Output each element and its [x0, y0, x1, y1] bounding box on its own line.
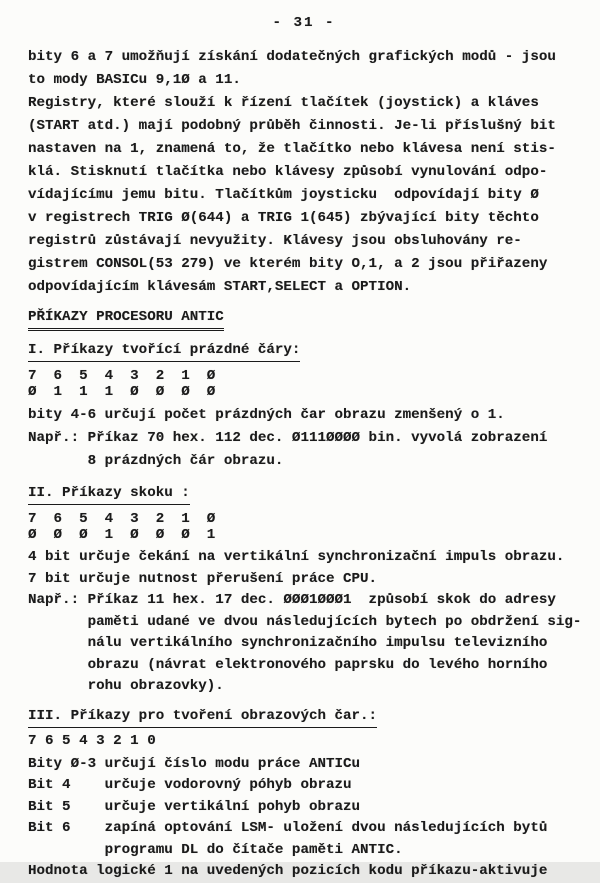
- section-body: [28, 404, 580, 473]
- intro-line: odpovídajícím klávesám START,SELECT a OPTION.: [28, 279, 412, 295]
- body-line: Bit 5 určuje vertikální pohyb obrazu: [28, 798, 361, 815]
- intro-line: registrů zůstávají nevyužity. Klávesy jsou obsluhovány re-: [28, 233, 522, 249]
- body-line: nálu vertikálního synchronizačního impulsu televizního: [28, 635, 548, 651]
- body-line: bity 4-6 určují počet prázdných čar obrazu zmenšený o 1.: [28, 407, 505, 423]
- bit-table: [28, 733, 580, 749]
- bit-position-row: 7 6 5 4 3 2 1 Ø: [28, 368, 216, 384]
- intro-line: Registry, které slouží k řízení tlačítek (joystick) a kláves: [28, 95, 539, 111]
- intro-line: bity 6 a 7 umožňují získání dodatečných grafických modů - jsou: [28, 49, 556, 65]
- intro-line: vídajícímu jemu bitu. Tlačítkům joysticku odpovídají bity Ø: [28, 187, 539, 203]
- section-heading: [28, 340, 580, 362]
- section-body: [28, 547, 580, 698]
- body-line: Bit 4 určuje vodorovný póhyb obrazu: [28, 777, 352, 793]
- chapter-heading: [28, 307, 580, 331]
- section-heading: [28, 706, 580, 728]
- body-line: rohu obrazovky).: [28, 678, 224, 694]
- intro-line: (START atd.) mají podobný průběh činnosti. Je-li příslušný bit: [28, 118, 556, 134]
- bit-value-row: Ø 1 1 1 Ø Ø Ø Ø: [28, 384, 216, 400]
- bit-table: [28, 368, 580, 400]
- intro-paragraph: [28, 46, 580, 299]
- intro-line: v registrech TRIG Ø(644) a TRIG 1(645) zbývající bity těchto: [28, 210, 539, 226]
- body-line: Např.: Příkaz 70 hex. 112 dec. Ø111ØØØØ bin. vyvolá zobrazení: [28, 430, 548, 446]
- intro-line: gistrem CONSOL(53 279) ve kterém bity O,1, a 2 jsou přiřazeny: [28, 256, 548, 272]
- body-line: Např.: Příkaz 11 hex. 17 dec. ØØØ1ØØØ1 způsobí skok do adresy: [28, 592, 556, 608]
- body-line: 8 prázdných čár obrazu.: [28, 453, 284, 469]
- section-heading-text: III. Příkazy pro tvoření obrazových čar.:: [28, 706, 377, 728]
- body-line: obrazu (návrat elektronového paprsku do levého horního: [28, 656, 548, 673]
- body-line: programu DL do čítače paměti ANTIC.: [28, 841, 403, 858]
- section-display-line-commands: [28, 706, 580, 883]
- section-body: [28, 754, 580, 883]
- section-heading-text: II. Příkazy skoku :: [28, 483, 190, 505]
- section-jump-commands: [28, 483, 580, 698]
- page-number: - 31 -: [272, 15, 336, 31]
- body-line: Hodnota logické 1 na uvedených pozicích kodu příkazu-aktivuje: [28, 863, 548, 879]
- bit-position-row: 7 6 5 4 3 2 1 Ø: [28, 511, 216, 527]
- intro-line: to mody BASICu 9,1Ø a 11.: [28, 72, 241, 88]
- bit-position-row: 7 6 5 4 3 2 1 0: [28, 732, 156, 749]
- intro-line: klá. Stisknutí tlačítka nebo klávesy způsobí vynulování odpo-: [28, 164, 548, 180]
- body-line: 7 bit určuje nutnost přerušení práce CPU.: [28, 570, 378, 587]
- bit-value-row: Ø Ø Ø 1 Ø Ø Ø 1: [28, 527, 216, 543]
- chapter-heading-text: PŘÍKAZY PROCESORU ANTIC: [28, 307, 224, 331]
- body-line: paměti udané ve dvou následujících bytech po obdržení sig-: [28, 613, 582, 630]
- intro-line: nastaven na 1, znamená to, že tlačítko nebo klávesa není stis-: [28, 141, 556, 157]
- body-line: 4 bit určuje čekání na vertikální synchronizační impuls obrazu.: [28, 549, 565, 565]
- section-heading: [28, 483, 580, 505]
- bit-table: [28, 511, 580, 543]
- section-blank-lines-commands: [28, 340, 580, 473]
- section-heading-text: I. Příkazy tvořící prázdné čáry:: [28, 340, 300, 362]
- body-line: Bit 6 zapíná optování LSM- uložení dvou následujících bytů: [28, 820, 548, 836]
- body-line: Bity Ø-3 určují číslo modu práce ANTICu: [28, 755, 361, 772]
